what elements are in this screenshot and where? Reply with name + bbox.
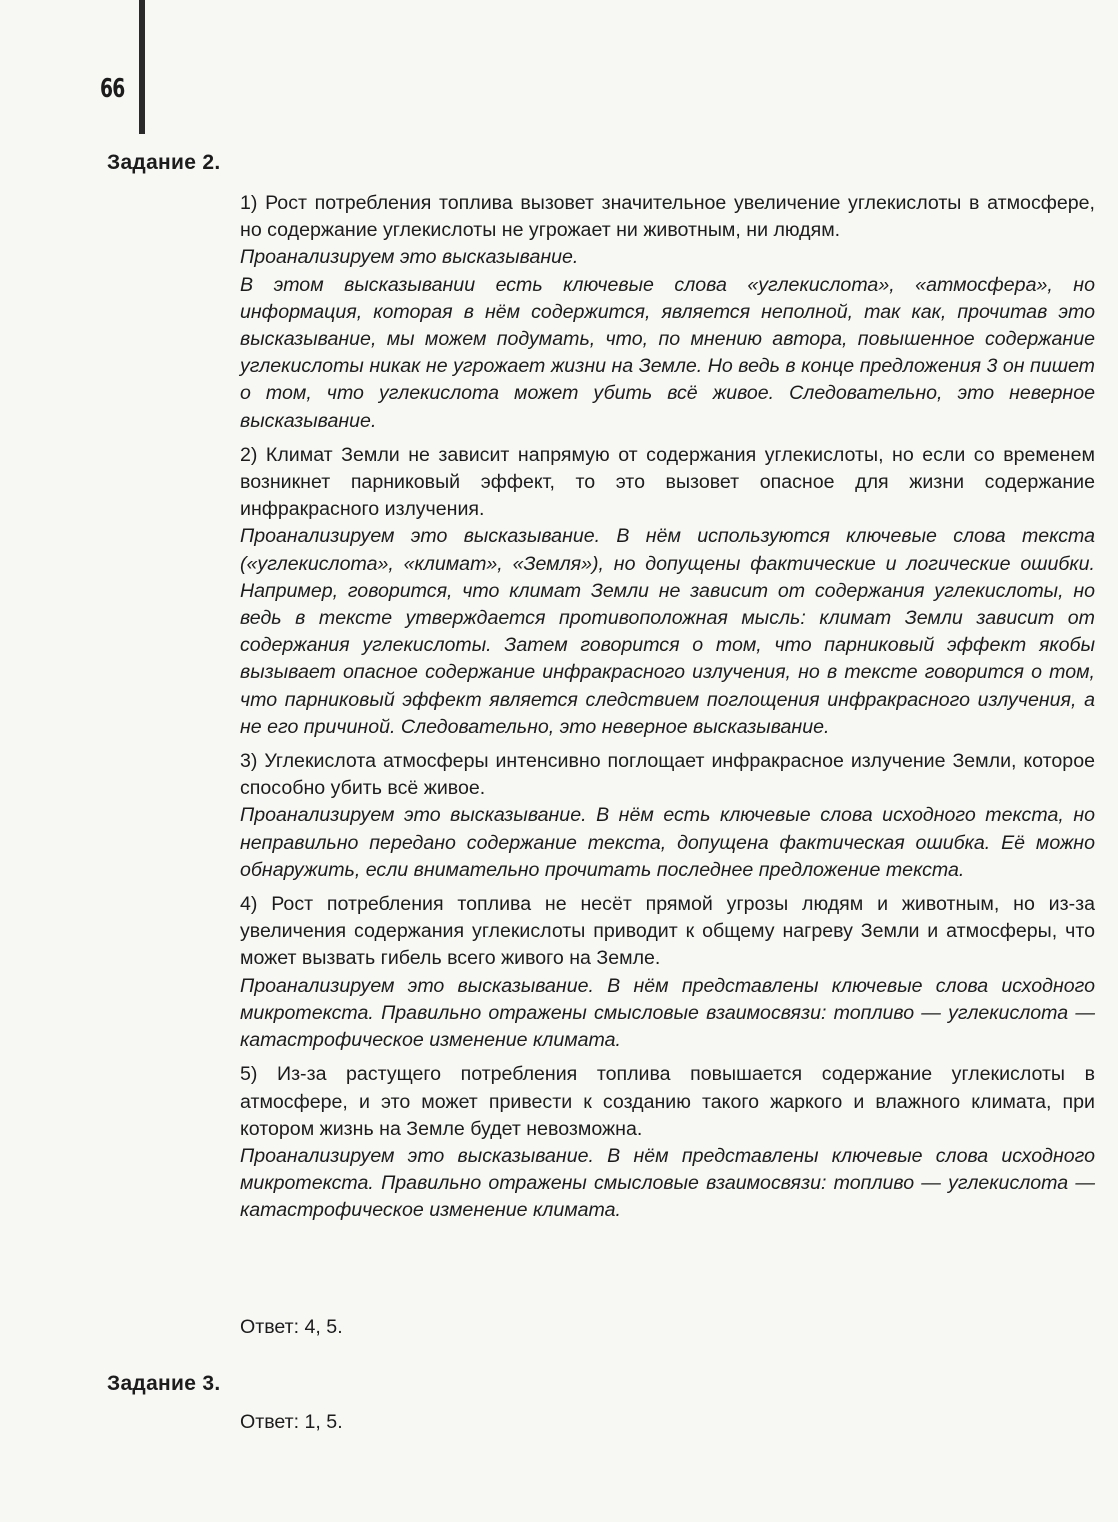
task-3-heading: Задание 3. — [107, 1372, 221, 1395]
analysis-3: Проанализируем это высказывание. В нём есть ключевые слова исходного текста, но неправильно передано содержание текста, допущена фактическая ошибка. Её можно обнаружить, если внимательно прочитать последнее предложение текста. — [240, 804, 1095, 881]
page-margin-rule — [139, 0, 145, 134]
task-3-answer: Ответ: 1, 5. — [240, 1411, 343, 1433]
task-2-answer: Ответ: 4, 5. — [240, 1316, 343, 1338]
analysis-2: Проанализируем это высказывание. В нём используются ключевые слова текста («углекислота», «климат», «Земля»), но допущены фактические и логические ошибки. Например, говорится, что климат Земли не зависит от содержания углекислоты, но ведь в тексте утверждается противоположная мысль: климат Земли зависит от содержания углекислоты. Затем говорится о том, что парниковый эффект якобы вызывает опасное содержание инфракрасного излучения, но в тексте говорится о том, что парниковый эффект является следствием поглощения инфракрасного излучения, а не его причиной. Следовательно, это неверное высказывание. — [240, 525, 1095, 738]
task-2-content — [240, 190, 1095, 1225]
page-number: 66 — [100, 74, 125, 104]
statement-4: 4) Рост потребления топлива не несёт прямой угрозы людям и животным, но из-за увеличения содержания углекислоты приводит к общему нагреву Земли и атмосферы, что может вызвать гибель всего живого на Земле. — [240, 893, 1095, 970]
analysis-4: Проанализируем это высказывание. В нём представлены ключевые слова исходного микротекста. Правильно отражены смысловые взаимосвязи: топливо — углекислота — катастрофическое изменение климата. — [240, 974, 1095, 1052]
statement-2: 2) Климат Земли не зависит напрямую от содержания углекислоты, но если со временем возникнет парниковый эффект, то это вызовет опасное для жизни содержание инфракрасного излучения. — [240, 443, 1095, 521]
statement-3: 3) Углекислота атмосферы интенсивно поглощает инфракрасное излучение Земли, которое способно убить всё живое. — [240, 750, 1095, 800]
task-2-heading: Задание 2. — [107, 151, 221, 174]
analysis-1: В этом высказывании есть ключевые слова «углекислота», «атмосфера», но информация, которая в нём содержится, является неполной, так как, прочитав это высказывание, мы можем подумать, что, по мнению автора, повышенное содержание углекислоты никак не угрожает жизни на Земле. Но ведь в конце предложения 3 он пишет о том, что углекислота может убить всё живое. Следовательно, это неверное высказывание. — [240, 273, 1095, 432]
statement-1: 1) Рост потребления топлива вызовет значительное увеличение углекислоты в атмосфере, но содержание углекислоты не угрожает ни животным, ни людям. — [240, 192, 1095, 242]
statement-5: 5) Из-за растущего потребления топлива повышается содержание углекислоты в атмосфере, и это может привести к созданию такого жаркого и влажного климата, при котором жизнь на Земле будет невозможна. — [240, 1063, 1095, 1140]
analysis-1-intro: Проанализируем это высказывание. — [240, 246, 579, 269]
analysis-5: Проанализируем это высказывание. В нём представлены ключевые слова исходного микротекста. Правильно отражены смысловые взаимосвязи: топливо — углекислота — катастрофическое изменение климата. — [240, 1144, 1095, 1222]
